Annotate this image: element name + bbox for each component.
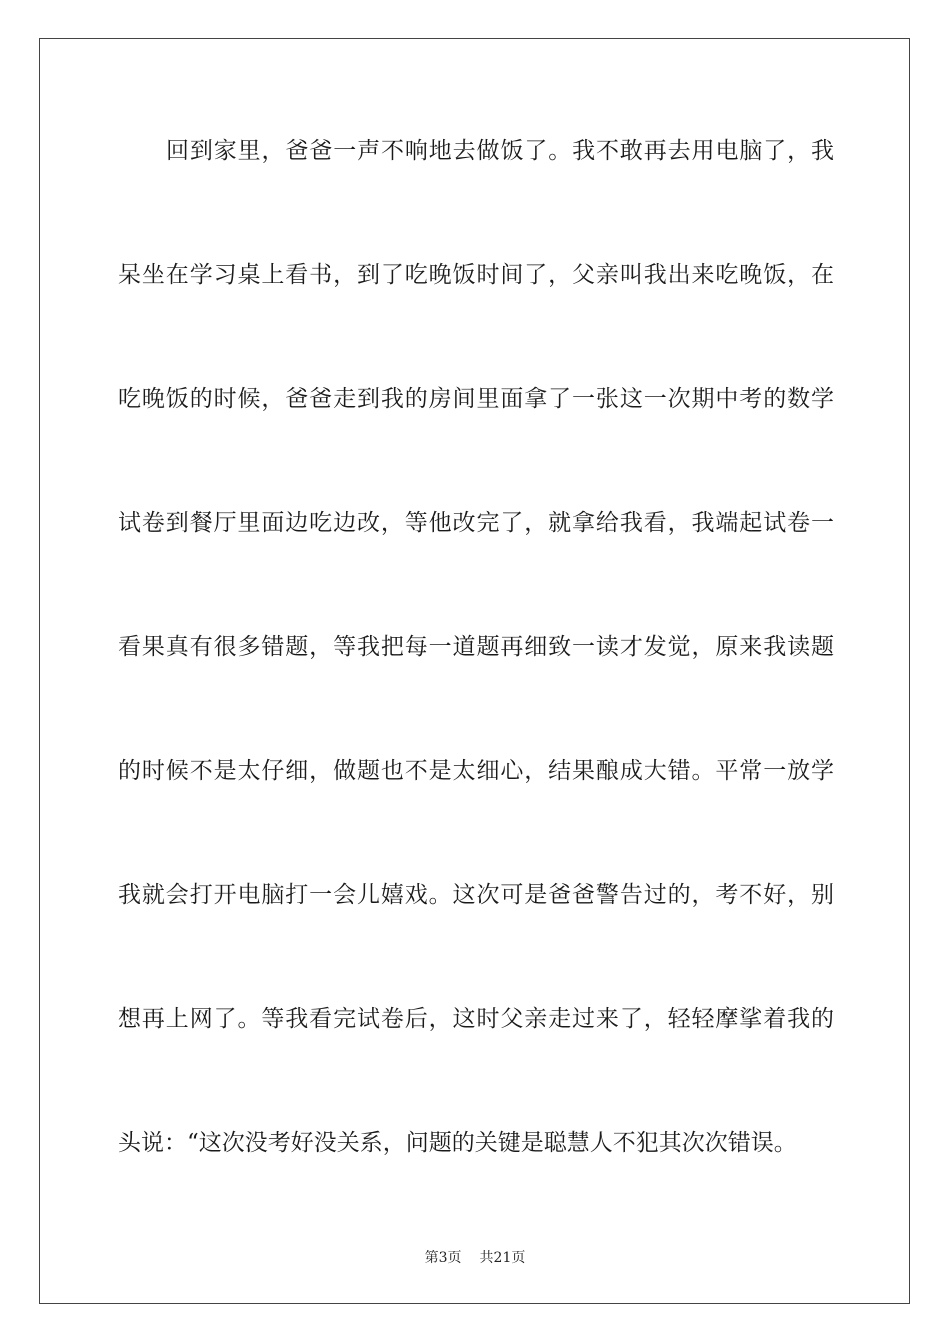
paragraph-line: 吃晚饭的时候，爸爸走到我的房间里面拿了一张这一次期中考的数学 xyxy=(118,386,834,412)
paragraph-line: 回到家里，爸爸一声不响地去做饭了。我不敢再去用电脑了，我 xyxy=(166,138,834,164)
page-number: 第3页 xyxy=(424,1250,462,1266)
paragraph-line: 的时候不是太仔细，做题也不是太细心，结果酿成大错。平常一放学 xyxy=(118,758,834,784)
page-footer xyxy=(0,1248,950,1268)
paragraph-line: 呆坐在学习桌上看书，到了吃晚饭时间了，父亲叫我出来吃晚饭，在 xyxy=(118,262,834,288)
total-pages: 共21页 xyxy=(479,1250,526,1266)
paragraph-line: 头说：“这次没考好没关系，问题的关键是聪慧人不犯其次次错误。 xyxy=(118,1130,797,1156)
paragraph-line: 我就会打开电脑打一会儿嬉戏。这次可是爸爸警告过的，考不好，别 xyxy=(118,882,834,908)
paragraph-line: 想再上网了。等我看完试卷后，这时父亲走过来了，轻轻摩挲着我的 xyxy=(118,1006,834,1032)
paragraph-line: 试卷到餐厅里面边吃边改，等他改完了，就拿给我看，我端起试卷一 xyxy=(118,510,834,536)
paragraph-line: 看果真有很多错题，等我把每一道题再细致一读才发觉，原来我读题 xyxy=(118,634,834,660)
document-body xyxy=(118,124,834,1240)
